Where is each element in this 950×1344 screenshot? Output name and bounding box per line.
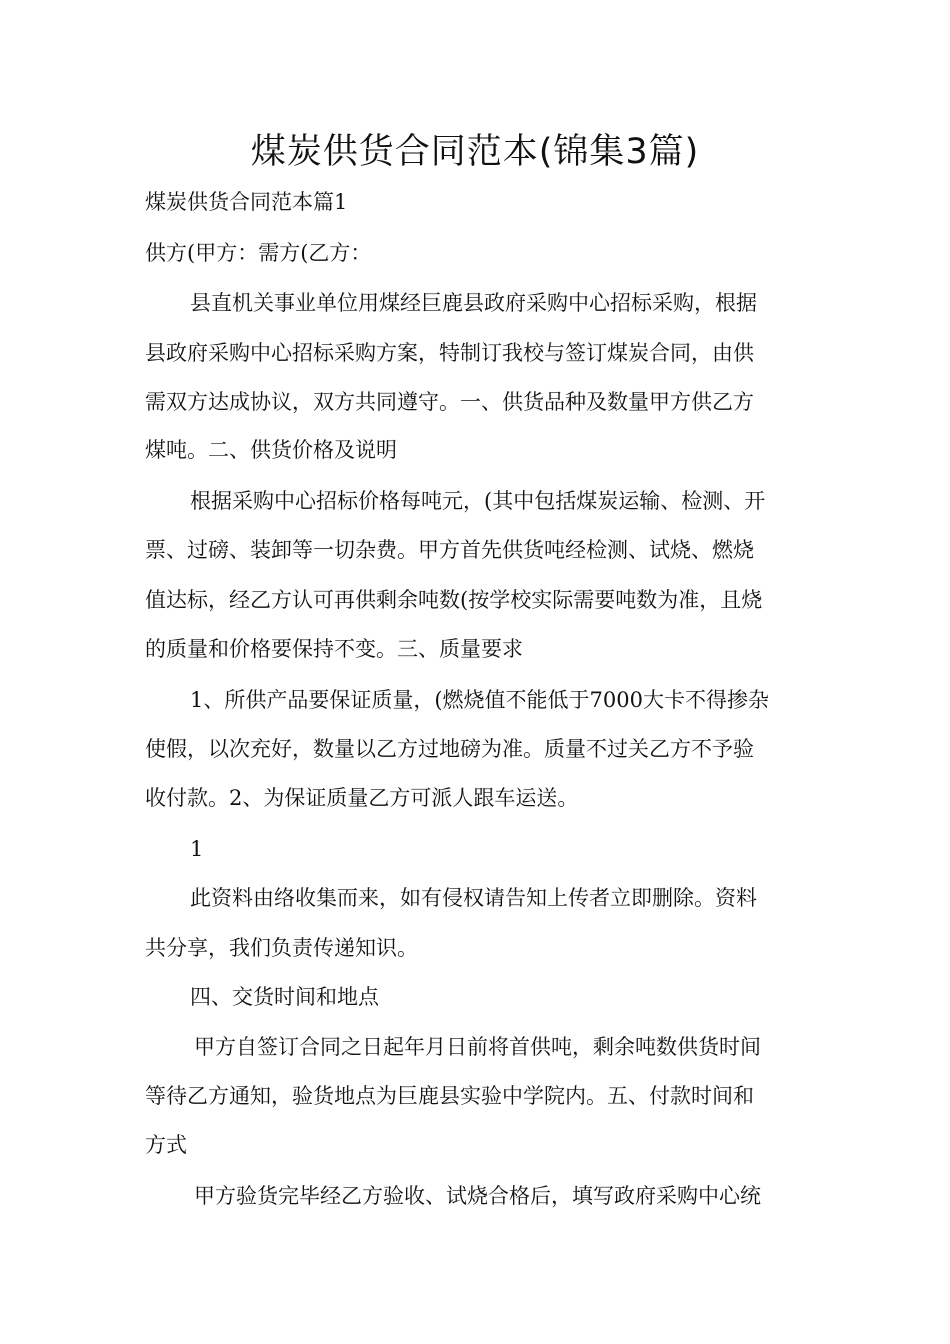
text-line: 值达标，经乙方认可再供剩余吨数(按学校实际需要吨数为准，且烧	[145, 588, 763, 612]
text-line: 的质量和价格要保持不变。三、质量要求	[145, 637, 523, 661]
text-line: 需双方达成协议，双方共同遵守。一、供货品种及数量甲方供乙方	[145, 390, 754, 414]
section-heading: 四、交货时间和地点	[190, 985, 379, 1009]
text-line: 县政府采购中心招标采购方案，特制订我校与签订煤炭合同，由供	[145, 341, 754, 365]
text-line: 方式	[145, 1133, 187, 1157]
text-line: 共分享，我们负责传递知识。	[145, 936, 418, 960]
parties-line: 供方(甲方：需方(乙方：	[145, 241, 372, 265]
text-line: 此资料由络收集而来，如有侵权请告知上传者立即删除。资料	[190, 886, 757, 910]
text-line: 煤吨。二、供货价格及说明	[145, 438, 397, 462]
text-line: 等待乙方通知，验货地点为巨鹿县实验中学院内。五、付款时间和	[145, 1084, 754, 1108]
section-heading: 煤炭供货合同范本篇1	[145, 190, 348, 214]
page-number: 1	[190, 837, 204, 861]
text-line: 甲方验货完毕经乙方验收、试烧合格后，填写政府采购中心统	[194, 1184, 761, 1208]
document-title: 煤炭供货合同范本(锦集3篇)	[250, 132, 700, 172]
text-line: 票、过磅、装卸等一切杂费。甲方首先供货吨经检测、试烧、燃烧	[145, 538, 754, 562]
text-line: 使假，以次充好，数量以乙方过地磅为准。质量不过关乙方不予验	[145, 737, 754, 761]
text-line: 甲方自签订合同之日起年月日前将首供吨，剩余吨数供货时间	[194, 1035, 761, 1059]
text-line: 收付款。2、为保证质量乙方可派人跟车运送。	[145, 786, 579, 810]
text-line: 1、所供产品要保证质量，(燃烧值不能低于7000大卡不得掺杂	[190, 688, 769, 712]
text-line: 县直机关事业单位用煤经巨鹿县政府采购中心招标采购，根据	[190, 291, 757, 315]
text-line: 根据采购中心招标价格每吨元，(其中包括煤炭运输、检测、开	[190, 489, 766, 513]
